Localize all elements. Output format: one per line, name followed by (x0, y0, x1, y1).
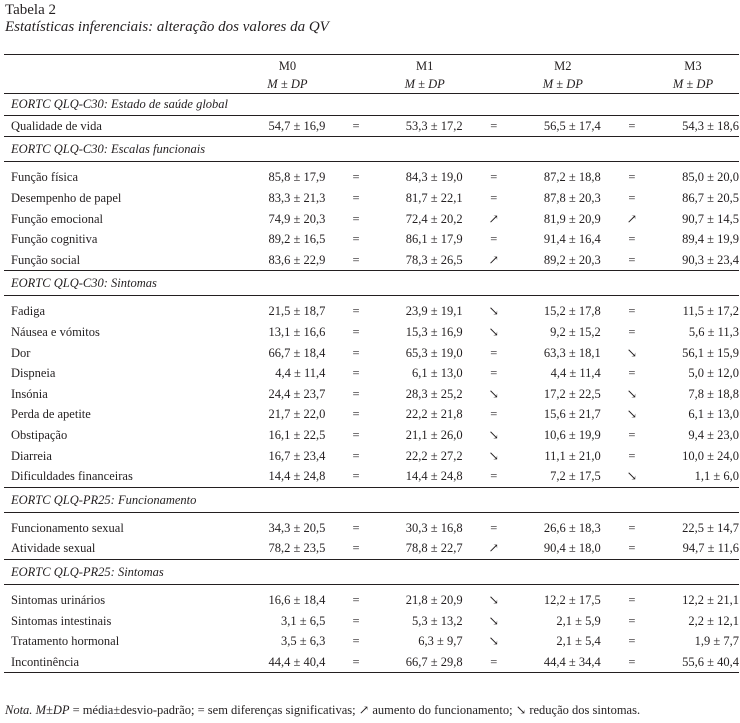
header-empty (4, 55, 233, 76)
value-cell-m3: 55,6 ± 40,4 (647, 651, 739, 672)
change-sign-m2-m3: ↗ (626, 211, 638, 226)
change-sign-m0-m1: = (352, 428, 360, 443)
value-cell-m3: 2,2 ± 12,1 (688, 613, 739, 628)
change-sign-m1-m2: = (490, 232, 498, 247)
value-cell-m3: 7,8 ± 18,8 (688, 386, 739, 401)
table-row (4, 296, 739, 322)
value-cell-m1: 14,4 ± 24,8 (405, 469, 463, 484)
value-cell-m2: 89,2 ± 20,3 (543, 252, 601, 267)
table-row (4, 610, 739, 631)
value-cell-m2: 56,5 ± 17,4 (543, 118, 601, 133)
section-title: EORTC QLQ-C30: Sintomas (4, 271, 739, 296)
change-sign-m0-m1: = (352, 520, 360, 535)
value-cell-m2: 26,6 ± 18,3 (543, 520, 601, 535)
change-sign-m1-m2: ↗ (488, 252, 499, 267)
section-header-row (4, 94, 739, 116)
value-cell-m2: 2,1 ± 5,4 (556, 634, 601, 649)
value-cell-m3: 12,2 ± 21,1 (682, 592, 739, 607)
value-cell-m0: 3,5 ± 6,3 (280, 634, 326, 649)
change-sign-m2-m3: = (628, 304, 636, 319)
value-cell-m1: 5,3 ± 13,2 (412, 613, 463, 628)
value-cell-m0: 14,4 ± 24,8 (268, 469, 326, 484)
value-cell-m2: 15,2 ± 17,8 (543, 304, 601, 319)
section-header-row (4, 137, 739, 162)
table-title: Tabela 2 (5, 2, 57, 18)
header-moment-m2: M2 (509, 55, 617, 76)
value-cell-m2: 87,8 ± 20,3 (543, 191, 601, 206)
value-cell-m2: 10,6 ± 19,9 (543, 428, 601, 443)
change-sign-m0-m1: = (352, 469, 360, 484)
change-sign-m2-m3: ↘ (626, 345, 638, 360)
value-cell-m2: 4,4 ± 11,4 (550, 366, 601, 381)
change-sign-m2-m3: ↘ (626, 407, 638, 422)
change-sign-m1-m2: ↘ (488, 325, 499, 340)
table-row (4, 115, 739, 137)
change-sign-m2-m3: = (628, 366, 636, 381)
value-cell-m3: 90,3 ± 23,4 (682, 252, 739, 267)
change-sign-m0-m1: = (352, 366, 360, 381)
value-cell-m0: 74,9 ± 20,3 (268, 211, 326, 226)
change-sign-m1-m2: ↘ (488, 428, 499, 443)
change-sign-m0-m1: = (352, 386, 360, 401)
change-sign-m2-m3: = (628, 191, 636, 206)
value-cell-m0: 3,1 ± 6,5 (280, 613, 326, 628)
value-cell-m2: 44,4 ± 34,4 (509, 651, 617, 672)
section-title: EORTC QLQ-PR25: Sintomas (4, 559, 739, 584)
value-cell-m1: 6,3 ± 9,7 (418, 634, 463, 649)
table-row (4, 188, 739, 209)
value-cell-m2: 81,9 ± 20,9 (543, 211, 601, 226)
value-cell-m2: 12,2 ± 17,5 (543, 592, 601, 607)
value-cell-m1: 81,7 ± 22,1 (405, 191, 463, 206)
value-cell-m1: 78,8 ± 22,7 (405, 541, 463, 556)
row-label: Incontinência (4, 651, 233, 672)
table-row (4, 404, 739, 425)
change-sign-m0-m1: = (352, 191, 360, 206)
table-row (4, 466, 739, 487)
value-cell-m0: 78,2 ± 23,5 (268, 541, 326, 556)
table-row (4, 651, 739, 672)
section-title: EORTC QLQ-C30: Estado de saúde global (4, 94, 739, 116)
value-cell-m3: 86,7 ± 20,5 (682, 191, 739, 206)
change-sign-m2-m3: = (628, 325, 636, 340)
row-label: Fadiga (11, 304, 46, 319)
header-row-stat (4, 75, 739, 94)
header-stat: M ± DP (404, 77, 445, 91)
change-sign-m0-m1: = (352, 325, 360, 340)
value-cell-m1: 22,2 ± 27,2 (405, 448, 463, 463)
change-sign-m1-m2: ↘ (488, 592, 499, 607)
table-note (5, 702, 640, 718)
table-row (4, 631, 739, 652)
change-sign-m2-m3: = (628, 592, 636, 607)
value-cell-m1: 28,3 ± 25,2 (405, 386, 463, 401)
value-cell-m2: 11,1 ± 21,0 (544, 448, 601, 463)
row-label: Função cognitiva (11, 232, 98, 247)
value-cell-m2: 9,2 ± 15,2 (550, 325, 601, 340)
value-cell-m1: 78,3 ± 26,5 (405, 252, 463, 267)
change-sign-m2-m3: = (617, 651, 647, 672)
change-sign-m0-m1: = (352, 613, 360, 628)
change-sign-m2-m3: = (628, 252, 636, 267)
row-label: Desempenho de papel (11, 191, 122, 206)
row-label: Função emocional (11, 211, 103, 226)
change-sign-m0-m1: = (352, 448, 360, 463)
value-cell-m1: 21,1 ± 26,0 (405, 428, 463, 443)
value-cell-m1: 86,1 ± 17,9 (405, 232, 463, 247)
table-row (4, 384, 739, 405)
change-sign-m0-m1: = (352, 634, 360, 649)
value-cell-m2: 15,6 ± 21,7 (543, 407, 601, 422)
change-sign-m2-m3: = (628, 520, 636, 535)
change-sign-m0-m1: = (352, 304, 360, 319)
value-cell-m3: 85,0 ± 20,0 (682, 170, 739, 185)
value-cell-m2: 90,4 ± 18,0 (543, 541, 601, 556)
table-row (4, 322, 739, 343)
value-cell-m3: 5,6 ± 11,3 (688, 325, 739, 340)
value-cell-m1: 84,3 ± 19,0 (405, 170, 463, 185)
change-sign-m0-m1: = (341, 651, 370, 672)
row-label: Funcionamento sexual (11, 520, 124, 535)
row-label: Qualidade de vida (11, 118, 102, 133)
change-sign-m1-m2: = (490, 366, 498, 381)
change-sign-m0-m1: = (352, 211, 360, 226)
change-sign-m0-m1: = (352, 407, 360, 422)
header-moment-m0: M0 (233, 55, 341, 76)
value-cell-m3: 94,7 ± 11,6 (682, 541, 739, 556)
value-cell-m1: 21,8 ± 20,9 (405, 592, 463, 607)
change-sign-m1-m2: = (490, 118, 498, 133)
value-cell-m3: 89,4 ± 19,9 (682, 232, 739, 247)
header-moment-m3: M3 (647, 55, 739, 76)
value-cell-m0: 24,4 ± 23,7 (268, 386, 326, 401)
value-cell-m0: 54,7 ± 16,9 (268, 118, 326, 133)
row-label: Insónia (11, 386, 48, 401)
row-label: Diarreia (11, 448, 52, 463)
section-title: EORTC QLQ-C30: Escalas funcionais (4, 137, 739, 162)
value-cell-m3: 1,9 ± 7,7 (694, 634, 739, 649)
value-cell-m0: 83,6 ± 22,9 (268, 252, 326, 267)
section-header-row (4, 559, 739, 584)
change-sign-m2-m3: ↘ (626, 469, 638, 484)
change-sign-m0-m1: = (352, 592, 360, 607)
section-header-row (4, 271, 739, 296)
value-cell-m0: 34,3 ± 20,5 (268, 520, 326, 535)
row-label: Tratamento hormonal (11, 634, 120, 649)
table-row (4, 363, 739, 384)
row-label: Dor (11, 345, 31, 360)
change-sign-m1-m2: ↗ (488, 541, 499, 556)
change-sign-m0-m1: = (352, 252, 360, 267)
value-cell-m0: 21,7 ± 22,0 (268, 407, 326, 422)
table-body (4, 94, 739, 673)
table-subtitle: Estatísticas inferenciais: alteração dos valores da QV (5, 19, 329, 35)
value-cell-m0: 4,4 ± 11,4 (275, 366, 326, 381)
value-cell-m0: 13,1 ± 16,6 (268, 325, 326, 340)
value-cell-m1: 15,3 ± 16,9 (405, 325, 463, 340)
table-row (4, 538, 739, 559)
change-sign-m2-m3: = (628, 170, 636, 185)
header-moment-m1: M1 (371, 55, 479, 76)
value-cell-m2: 91,4 ± 16,4 (543, 232, 601, 247)
row-label: Náusea e vómitos (11, 325, 100, 340)
value-cell-m2: 87,2 ± 18,8 (543, 170, 601, 185)
change-sign-m2-m3: = (628, 232, 636, 247)
change-sign-m0-m1: = (352, 118, 360, 133)
value-cell-m3: 10,0 ± 24,0 (682, 448, 739, 463)
change-sign-m2-m3: ↘ (626, 386, 638, 401)
value-cell-m1: 30,3 ± 16,8 (405, 520, 463, 535)
row-label: Atividade sexual (11, 541, 96, 556)
note-label: Nota. (5, 703, 33, 717)
header-stat: M ± DP (672, 77, 714, 91)
change-sign-m1-m2: = (479, 651, 509, 672)
table-row (4, 425, 739, 446)
value-cell-m3: 90,7 ± 14,5 (682, 211, 739, 226)
results-table (4, 54, 739, 673)
header-gap (617, 55, 647, 76)
value-cell-m3: 9,4 ± 23,0 (688, 428, 739, 443)
table-row (4, 250, 739, 271)
row-label: Obstipação (11, 428, 68, 443)
row-label: Dificuldades financeiras (11, 469, 133, 484)
value-cell-m2: 7,2 ± 17,5 (550, 469, 601, 484)
value-cell-m0: 83,3 ± 21,3 (268, 191, 326, 206)
change-sign-m1-m2: = (490, 191, 498, 206)
row-label: Sintomas intestinais (11, 613, 112, 628)
change-sign-m1-m2: ↘ (488, 634, 499, 649)
value-cell-m1: 53,3 ± 17,2 (405, 118, 463, 133)
note-abbr: M±DP (35, 703, 70, 717)
change-sign-m1-m2: = (490, 520, 498, 535)
change-sign-m1-m2: = (490, 469, 498, 484)
change-sign-m1-m2: ↘ (488, 386, 499, 401)
value-cell-m0: 21,5 ± 18,7 (268, 304, 326, 319)
table-row (4, 208, 739, 229)
value-cell-m2: 2,1 ± 5,9 (556, 613, 601, 628)
change-sign-m2-m3: = (628, 118, 636, 133)
value-cell-m3: 54,3 ± 18,6 (682, 118, 739, 133)
header-empty (4, 75, 233, 94)
table-row (4, 229, 739, 250)
table-row (4, 342, 739, 363)
value-cell-m3: 56,1 ± 15,9 (682, 345, 739, 360)
change-sign-m1-m2: = (490, 345, 498, 360)
row-label: Função social (11, 252, 81, 267)
header-gap (617, 75, 647, 94)
change-sign-m0-m1: = (352, 232, 360, 247)
change-sign-m0-m1: = (352, 170, 360, 185)
change-sign-m1-m2: ↘ (488, 613, 499, 628)
note-text: = média±desvio-padrão; = sem diferenças significativas; ↗ aumento do funcionamento; ↘ redução dos sintomas. (69, 703, 641, 717)
change-sign-m2-m3: = (628, 613, 636, 628)
row-label: Perda de apetite (11, 407, 91, 422)
value-cell-m1: 66,7 ± 29,8 (371, 651, 479, 672)
header-row-moments (4, 55, 739, 76)
table-caption (5, 2, 329, 36)
row-label: Sintomas urinários (11, 592, 106, 607)
row-label: Dispneia (11, 366, 56, 381)
value-cell-m2: 17,2 ± 22,5 (543, 386, 601, 401)
value-cell-m0: 66,7 ± 18,4 (268, 345, 326, 360)
value-cell-m1: 23,9 ± 19,1 (405, 304, 463, 319)
table-row (4, 162, 739, 188)
value-cell-m1: 22,2 ± 21,8 (405, 407, 463, 422)
value-cell-m0: 89,2 ± 16,5 (268, 232, 326, 247)
header-gap (479, 55, 509, 76)
change-sign-m0-m1: = (352, 345, 360, 360)
value-cell-m0: 16,6 ± 18,4 (268, 592, 326, 607)
value-cell-m3: 6,1 ± 13,0 (688, 407, 739, 422)
value-cell-m3: 5,0 ± 12,0 (688, 366, 739, 381)
section-title: EORTC QLQ-PR25: Funcionamento (4, 487, 739, 512)
header-gap (341, 75, 370, 94)
change-sign-m1-m2: ↘ (488, 448, 499, 463)
change-sign-m2-m3: = (628, 448, 636, 463)
row-label: Função física (11, 170, 78, 185)
value-cell-m0: 44,4 ± 40,4 (233, 651, 341, 672)
section-header-row (4, 487, 739, 512)
value-cell-m3: 22,5 ± 14,7 (682, 520, 739, 535)
table-row (4, 512, 739, 538)
value-cell-m0: 85,8 ± 17,9 (268, 170, 326, 185)
change-sign-m2-m3: = (628, 634, 636, 649)
change-sign-m0-m1: = (352, 541, 360, 556)
value-cell-m1: 65,3 ± 19,0 (405, 345, 463, 360)
change-sign-m2-m3: = (628, 428, 636, 443)
header-gap (479, 75, 509, 94)
change-sign-m1-m2: = (490, 407, 498, 422)
value-cell-m1: 6,1 ± 13,0 (412, 366, 463, 381)
change-sign-m2-m3: = (628, 541, 636, 556)
change-sign-m1-m2: = (490, 170, 498, 185)
header-stat: M ± DP (542, 77, 583, 91)
value-cell-m3: 11,5 ± 17,2 (682, 304, 739, 319)
header-stat: M ± DP (267, 77, 308, 91)
change-sign-m1-m2: ↗ (488, 211, 499, 226)
header-gap (341, 55, 370, 76)
value-cell-m0: 16,1 ± 22,5 (268, 428, 326, 443)
value-cell-m1: 72,4 ± 20,2 (405, 211, 463, 226)
value-cell-m0: 16,7 ± 23,4 (268, 448, 326, 463)
table-row (4, 445, 739, 466)
change-sign-m1-m2: ↘ (488, 304, 499, 319)
value-cell-m2: 63,3 ± 18,1 (543, 345, 601, 360)
value-cell-m3: 1,1 ± 6,0 (694, 469, 739, 484)
table-row (4, 584, 739, 610)
